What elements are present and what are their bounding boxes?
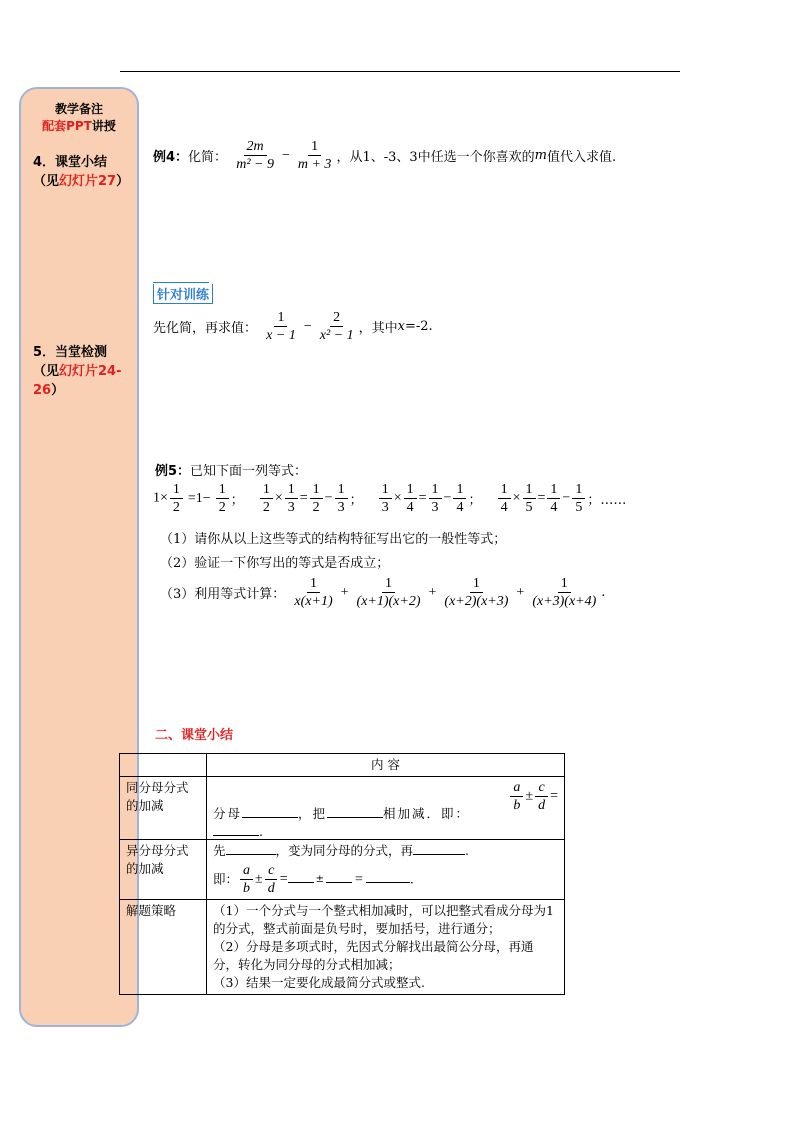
sidebar-title-text: 教学备注	[54, 102, 103, 116]
ref-close: ）	[116, 174, 130, 189]
equals-sign: =	[355, 871, 363, 887]
fraction	[523, 481, 536, 516]
ref-slide: 幻灯片24-26	[33, 364, 122, 398]
denominator: (x+1)(x+2)	[356, 594, 421, 609]
example-5-equations	[153, 481, 626, 516]
eq-text: =1−	[187, 490, 211, 506]
training-suffix-end: =-2.	[404, 319, 433, 334]
equals-sign: =	[418, 490, 427, 506]
example-5-intro-text: 已知下面一列等式：	[190, 464, 308, 479]
denominator: 4	[456, 500, 464, 515]
strategy-1: （1）一个分式与一个整式相加减时，可以把整式看成分母为1的分式，整式前面是负号时，要加括号，进行通分；	[213, 903, 554, 936]
row2-line1	[213, 842, 558, 860]
numerator: a	[240, 862, 253, 880]
numerator: a	[510, 779, 523, 797]
numerator: 1	[429, 481, 442, 499]
numerator: 1	[308, 138, 321, 156]
fraction	[317, 309, 357, 344]
fraction	[404, 481, 417, 516]
fraction	[265, 862, 278, 897]
minus-sign: −	[303, 318, 312, 334]
equals-sign: =	[550, 788, 558, 804]
example-5-label: 例5：	[155, 464, 191, 479]
numerator: 1	[498, 481, 511, 499]
numerator: 1	[523, 481, 536, 499]
minus-sign: −	[443, 490, 452, 506]
example-5-q2: （2）验证一下你写出的等式是否成立；	[160, 556, 390, 571]
sidebar-subtitle-black: 讲授	[91, 119, 116, 133]
fraction	[379, 481, 392, 516]
training-suffix: ，其中	[358, 321, 398, 336]
variable-m: m	[534, 148, 547, 163]
denominator: 5	[575, 500, 583, 515]
eq-text: 1×	[153, 490, 168, 506]
denominator: 3	[287, 500, 295, 515]
numerator: 1	[382, 575, 395, 593]
numerator: 1	[453, 481, 466, 499]
text: ，变为同分母的分式，再	[275, 843, 414, 858]
text: .	[409, 871, 414, 887]
plus-minus-sign: ±	[315, 873, 324, 885]
numerator: 1	[285, 481, 298, 499]
blank	[213, 835, 259, 836]
blank	[327, 817, 383, 818]
times-sign: ×	[512, 490, 521, 506]
numerator: 1	[274, 309, 287, 327]
example-4-suffix-end: 值代入求值.	[546, 150, 617, 165]
row1-formula	[508, 779, 558, 814]
fraction	[535, 779, 548, 814]
fraction	[335, 481, 348, 516]
blank	[413, 854, 465, 855]
table-row	[120, 777, 565, 840]
numerator: 1	[558, 575, 571, 593]
ref-open: （见	[33, 364, 60, 379]
fraction	[547, 481, 560, 516]
numerator: 1	[547, 481, 560, 499]
sidebar-section-4	[33, 153, 133, 191]
equals-sign: =	[537, 490, 546, 506]
row-label: 异分母分式的加减	[120, 840, 207, 900]
fraction	[240, 862, 253, 897]
header-content: 内 容	[207, 754, 565, 777]
numerator: 1	[335, 481, 348, 499]
numerator: c	[265, 862, 277, 880]
denominator: 2	[218, 500, 226, 515]
row-content	[207, 840, 565, 900]
header-rule	[120, 71, 680, 72]
strategy-2: （2）分母是多项式时，先因式分解找出最简公分母，再通分，转化为同分母的分式相加减；	[213, 939, 534, 972]
denominator: b	[513, 798, 521, 813]
numerator: 1	[404, 481, 417, 499]
fraction	[510, 779, 523, 814]
strategy-3: （3）结果一定要化成最简分式或整式.	[213, 975, 425, 990]
training-label: 针对训练	[153, 284, 213, 304]
fraction	[285, 481, 298, 516]
denominator: m + 3	[297, 157, 332, 172]
denominator: 4	[406, 500, 414, 515]
numerator: 2m	[244, 138, 267, 156]
ref-slide: 幻灯片27	[59, 174, 117, 189]
example-4-suffix: ，从1、-3、3中任选一个你喜欢的	[336, 150, 535, 165]
denominator: 2	[172, 500, 180, 515]
plus-sign: +	[516, 584, 525, 600]
denominator: 3	[337, 500, 345, 515]
text: .	[259, 824, 263, 839]
denominator: x(x+1)	[294, 594, 333, 609]
plus-sign: +	[428, 584, 437, 600]
numerator: 1	[216, 481, 229, 499]
numerator: c	[535, 779, 547, 797]
equals-sign: =	[299, 490, 308, 506]
table-row	[120, 900, 565, 995]
sidebar-section-5	[33, 343, 133, 400]
training-prefix: 先化简，再求值：	[153, 321, 258, 336]
minus-sign: −	[324, 490, 333, 506]
example-4-label: 例4：	[153, 150, 189, 165]
example-5-q1: （1）请你从以上这些等式的结构特征写出它的一般性等式；	[160, 532, 507, 547]
denominator: 5	[525, 500, 533, 515]
fraction	[233, 138, 277, 173]
text: ，把	[298, 806, 328, 821]
fraction	[170, 481, 183, 516]
sidebar-section-4-ref	[33, 172, 133, 191]
row-label: 解题策略	[120, 900, 207, 995]
sidebar-subtitle-red: 配套PPT	[42, 119, 92, 133]
denominator: 3	[381, 500, 389, 515]
blank	[366, 882, 410, 883]
sidebar-subtitle	[21, 118, 137, 135]
fraction	[572, 481, 585, 516]
numerator: 1	[260, 481, 273, 499]
row-content	[207, 777, 565, 840]
denominator: m² − 9	[236, 157, 274, 172]
minus-sign: −	[562, 490, 571, 506]
fraction	[216, 481, 229, 516]
example-5-intro	[155, 460, 307, 479]
denominator: b	[243, 881, 251, 896]
separator: ；	[230, 493, 244, 508]
fraction	[498, 481, 511, 516]
row1-answer	[213, 823, 263, 841]
table-header-row	[120, 754, 565, 777]
text: 分母	[213, 806, 243, 821]
variable-x: x	[397, 319, 405, 334]
table-cell	[120, 754, 207, 777]
fraction	[453, 481, 466, 516]
separator: ；	[349, 493, 363, 508]
numerator: 1	[379, 481, 392, 499]
summary-table	[119, 753, 565, 995]
sidebar-section-5-ref	[33, 362, 133, 400]
numerator: 1	[307, 575, 320, 593]
numerator: 1	[170, 481, 183, 499]
denominator: (x+2)(x+3)	[444, 594, 509, 609]
table-row	[120, 840, 565, 900]
row2-line2	[213, 862, 558, 897]
plus-minus-sign: ±	[525, 788, 534, 804]
blank	[226, 854, 276, 855]
numerator: 1	[572, 481, 585, 499]
numerator: 1	[310, 481, 323, 499]
sidebar-title	[21, 101, 137, 135]
blank	[288, 882, 314, 883]
denominator: x² − 1	[319, 328, 354, 343]
times-sign: ×	[393, 490, 402, 506]
denominator: 4	[500, 500, 508, 515]
blank	[326, 882, 352, 883]
blank	[242, 817, 298, 818]
minus-sign: −	[281, 147, 290, 163]
separator: ；……	[587, 493, 627, 508]
example-4	[153, 138, 616, 173]
separator: ；	[468, 493, 482, 508]
text: .	[465, 843, 470, 858]
fraction	[354, 575, 424, 610]
equals-sign: =	[279, 871, 288, 887]
denominator: 4	[550, 500, 558, 515]
numerator: 2	[330, 309, 343, 327]
text: 相加减．即：	[383, 806, 471, 821]
denominator: x − 1	[266, 328, 296, 343]
denominator: d	[538, 798, 546, 813]
fraction	[263, 309, 299, 344]
denominator: (x+3)(x+4)	[532, 594, 597, 609]
sidebar-section-5-title: 5．当堂检测	[33, 345, 108, 360]
text: 先	[213, 843, 226, 858]
denominator: 3	[431, 500, 439, 515]
fraction	[529, 575, 599, 610]
fraction	[429, 481, 442, 516]
ref-open: （见	[33, 174, 60, 189]
summary-heading: 二、课堂小结	[155, 728, 234, 743]
sidebar-section-4-title: 4．课堂小结	[33, 155, 108, 170]
training-problem	[153, 309, 433, 344]
fraction	[441, 575, 511, 610]
numerator: 1	[470, 575, 483, 593]
period: .	[601, 585, 606, 600]
ref-close: ）	[51, 383, 65, 398]
row1-line	[213, 805, 470, 823]
example-4-prefix: 化简：	[188, 150, 228, 165]
denominator: 2	[312, 500, 320, 515]
denominator: d	[267, 881, 275, 896]
fraction	[291, 575, 335, 610]
fraction	[295, 138, 335, 173]
times-sign: ×	[274, 490, 283, 506]
row-label: 同分母分式的加减	[120, 777, 207, 840]
text: 即：	[213, 871, 239, 887]
training-label-rule	[153, 282, 209, 283]
denominator: 2	[262, 500, 270, 515]
fraction	[260, 481, 273, 516]
row-content	[207, 900, 565, 995]
plus-sign: +	[340, 584, 349, 600]
example-5-q3	[160, 575, 605, 610]
fraction	[310, 481, 323, 516]
plus-minus-sign: ±	[255, 871, 263, 887]
example-5-q3-text: （3）利用等式计算：	[160, 587, 286, 602]
